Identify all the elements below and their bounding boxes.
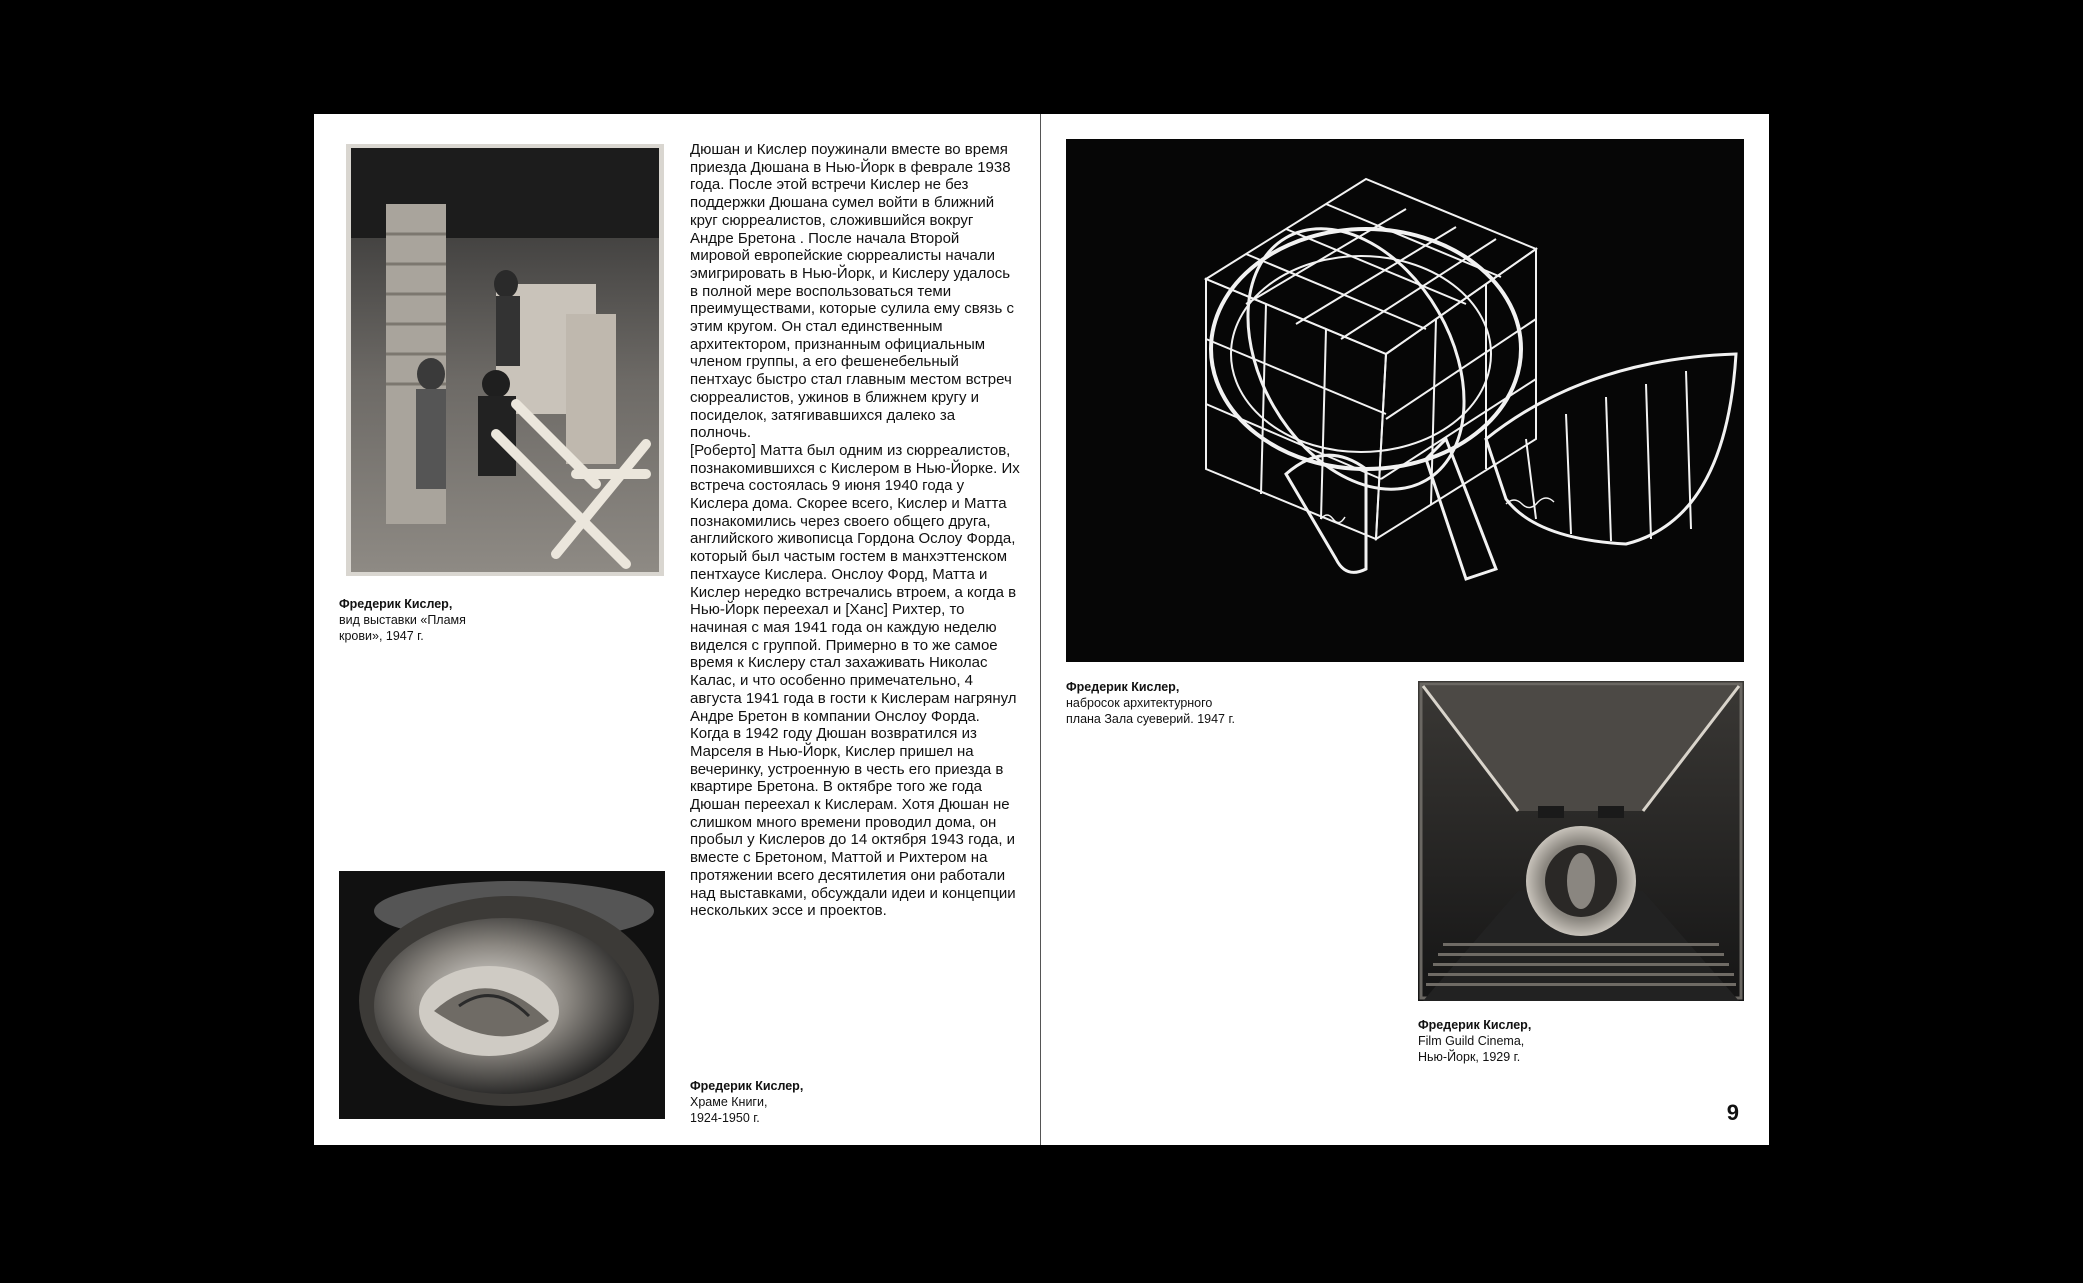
caption-line: Нью-Йорк, 1929 г. <box>1418 1050 1521 1064</box>
caption-title: Фредерик Кислер, <box>690 1079 804 1093</box>
exhibition-photo <box>346 144 664 576</box>
page-number: 9 <box>1726 1100 1739 1125</box>
sketch-caption <box>1066 679 1316 727</box>
cinema-image <box>1418 681 1744 1001</box>
temple-of-book-photo <box>339 871 665 1119</box>
caption-line: вид выставки «Пламя <box>339 613 466 627</box>
caption-line: 1924-1950 г. <box>690 1111 760 1125</box>
body-paragraph: Дюшан и Кислер поужинали вместе во время приезда Дюшана в Нью-Йорк в феврале 1938 года. После этой встречи Кислер не без поддержки Дюшана сумел войти в ближний круг сюрреалистов, сложившийся вокруг Андре Бретона . После начала Второй мировой европейские сюрреалисты начали эмигрировать в Нью-Йорк, и Кислеру удалось в полной мере воспользоваться теми преимуществами, которые сулила ему связь с этим кругом. Он стал единственным архитектором, признанным официальным членом группы, а его фешенебельный пентхаус быстро стал главным местом встреч сюрреалистов, ужинов в ближнем кругу и посиделок, затягивавшихся далеко за полночь. <box>690 141 1014 442</box>
sketch-drawing <box>1066 139 1744 662</box>
superstition-hall-sketch <box>1066 139 1744 662</box>
temple-of-book-image <box>339 871 665 1119</box>
caption-line: крови», 1947 г. <box>339 629 424 643</box>
body-text <box>690 141 1020 920</box>
exhibition-photo-caption <box>339 596 539 644</box>
book-spread <box>314 114 1769 1145</box>
caption-title: Фредерик Кислер, <box>339 597 453 611</box>
caption-line: набросок архитектурного <box>1066 696 1213 710</box>
temple-of-book-caption <box>690 1078 890 1126</box>
page-gutter <box>1040 114 1041 1145</box>
caption-title: Фредерик Кислер, <box>1066 680 1180 694</box>
caption-title: Фредерик Кислер, <box>1418 1018 1532 1032</box>
cinema-caption <box>1418 1017 1638 1065</box>
caption-line: Film Guild Cinema, <box>1418 1034 1525 1048</box>
exhibition-photo-image <box>346 144 664 576</box>
body-paragraph: [Роберто] Матта был одним из сюрреалистов, познакомившихся с Кислером в Нью-Йорке. Их встреча состоялась 9 июня 1940 года у Кислера дома. Скорее всего, Кислер и Матта познакомились через своего общего друга, английского живописца Гордона Ослоу Форда, который был частым гостем в манхэттенском пентхаусе Кислера. Онслоу Форд, Матта и Кислер нередко встречались втроем, а когда в Нью-Йорк переехал и [Ханс] Рихтер, то начиная с мая 1941 года он каждую неделю виделся с группой. Примерно в то же самое время к Кислеру стал захаживать Николас Калас, и что особенно примечательно, 4 августа 1941 года в гости к Кислерам нагрянул Андре Бретон в компании Онслоу Форда. Когда в 1942 году Дюшан возвратился из Марселя в Нью-Йорк, Кислер пришел на вечеринку, устроенную в честь его приезда в квартире Бретона. В октябре того же года Дюшан переехал к Кислерам. Хотя Дюшан не слишком много времени проводил дома, он пробыл у Кислеров до 14 октября 1943 года, и вместе с Бретоном, Маттой и Рихтером на протяжении всего десятилетия они работали над выставками, обсуждали идеи и концепции нескольких эссе и проектов. <box>690 441 1020 920</box>
film-guild-cinema-photo <box>1418 681 1744 1001</box>
caption-line: плана Зала суеверий. 1947 г. <box>1066 712 1235 726</box>
caption-line: Храме Книги, <box>690 1095 768 1109</box>
